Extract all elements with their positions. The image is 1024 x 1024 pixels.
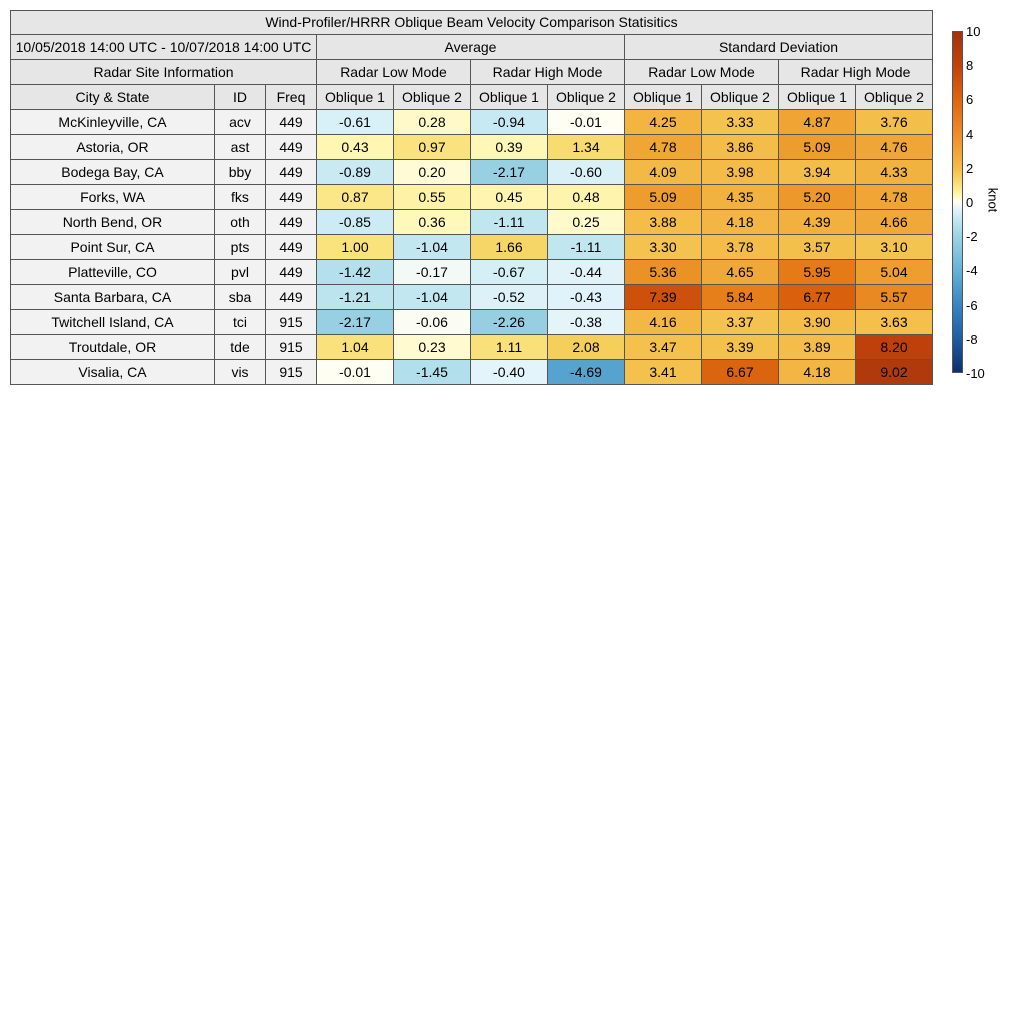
avg-high-mode-header: Radar High Mode	[471, 60, 625, 85]
value-cell: 4.09	[625, 160, 702, 185]
freq-cell: 449	[266, 160, 317, 185]
colorbar-tick: -10	[966, 366, 985, 381]
stddev-header: Standard Deviation	[625, 35, 933, 60]
value-cell: 3.94	[779, 160, 856, 185]
value-cell: 3.47	[625, 335, 702, 360]
value-cell: 3.57	[779, 235, 856, 260]
freq-cell: 915	[266, 360, 317, 385]
city-header: City & State	[11, 85, 215, 110]
value-cell: -2.17	[471, 160, 548, 185]
statistics-table	[10, 10, 933, 385]
value-cell: 0.25	[548, 210, 625, 235]
value-cell: 8.20	[856, 335, 933, 360]
value-cell: -0.94	[471, 110, 548, 135]
value-cell: -1.11	[548, 235, 625, 260]
value-cell: -0.89	[317, 160, 394, 185]
value-cell: -0.52	[471, 285, 548, 310]
city-cell: Bodega Bay, CA	[11, 160, 215, 185]
table-row	[11, 210, 933, 235]
value-cell: 4.35	[702, 185, 779, 210]
value-cell: -0.67	[471, 260, 548, 285]
value-cell: 3.78	[702, 235, 779, 260]
value-cell: 4.18	[702, 210, 779, 235]
value-cell: 2.08	[548, 335, 625, 360]
city-cell: North Bend, OR	[11, 210, 215, 235]
value-cell: -0.61	[317, 110, 394, 135]
table-body	[11, 110, 933, 385]
value-cell: -1.21	[317, 285, 394, 310]
colorbar-tick: 10	[966, 24, 981, 39]
value-cell: -2.26	[471, 310, 548, 335]
freq-cell: 449	[266, 185, 317, 210]
value-cell: 1.04	[317, 335, 394, 360]
site-info-header: Radar Site Information	[11, 60, 317, 85]
id-cell: vis	[215, 360, 266, 385]
id-cell: pts	[215, 235, 266, 260]
value-cell: 5.57	[856, 285, 933, 310]
value-cell: -0.44	[548, 260, 625, 285]
table-row	[11, 185, 933, 210]
value-cell: 4.25	[625, 110, 702, 135]
value-cell: 0.28	[394, 110, 471, 135]
value-cell: 3.89	[779, 335, 856, 360]
city-cell: Troutdale, OR	[11, 335, 215, 360]
colorbar-tick: -6	[966, 297, 978, 313]
std-high-mode-header: Radar High Mode	[779, 60, 933, 85]
id-cell: pvl	[215, 260, 266, 285]
value-cell: 0.43	[317, 135, 394, 160]
value-cell: 3.88	[625, 210, 702, 235]
value-cell: 4.76	[856, 135, 933, 160]
colorbar-label: knot	[985, 187, 1001, 213]
value-cell: 1.00	[317, 235, 394, 260]
std-high-oblique1-header: Oblique 1	[779, 85, 856, 110]
avg-low-oblique2-header: Oblique 2	[394, 85, 471, 110]
value-cell: 0.20	[394, 160, 471, 185]
city-cell: Forks, WA	[11, 185, 215, 210]
value-cell: 5.36	[625, 260, 702, 285]
value-cell: 7.39	[625, 285, 702, 310]
freq-cell: 449	[266, 110, 317, 135]
table-title: Wind-Profiler/HRRR Oblique Beam Velocity Comparison Statisitics	[11, 11, 933, 35]
value-cell: 1.66	[471, 235, 548, 260]
freq-header: Freq	[266, 85, 317, 110]
value-cell: 0.87	[317, 185, 394, 210]
value-cell: -0.85	[317, 210, 394, 235]
value-cell: 4.66	[856, 210, 933, 235]
colorbar-tick: -4	[966, 263, 978, 279]
value-cell: 3.41	[625, 360, 702, 385]
table-row	[11, 260, 933, 285]
value-cell: 5.95	[779, 260, 856, 285]
value-cell: 3.90	[779, 310, 856, 335]
colorbar	[952, 31, 963, 373]
freq-cell: 915	[266, 310, 317, 335]
table-row	[11, 360, 933, 385]
id-cell: oth	[215, 210, 266, 235]
value-cell: 5.84	[702, 285, 779, 310]
value-cell: 4.39	[779, 210, 856, 235]
average-header: Average	[317, 35, 625, 60]
value-cell: 5.09	[779, 135, 856, 160]
value-cell: 4.18	[779, 360, 856, 385]
freq-cell: 449	[266, 260, 317, 285]
id-cell: tci	[215, 310, 266, 335]
value-cell: -1.11	[471, 210, 548, 235]
table-row	[11, 160, 933, 185]
freq-cell: 449	[266, 135, 317, 160]
value-cell: 3.33	[702, 110, 779, 135]
colorbar-tick: 0	[966, 195, 974, 210]
value-cell: -0.06	[394, 310, 471, 335]
value-cell: 4.87	[779, 110, 856, 135]
freq-cell: 449	[266, 210, 317, 235]
value-cell: 0.36	[394, 210, 471, 235]
value-cell: 3.86	[702, 135, 779, 160]
value-cell: 5.09	[625, 185, 702, 210]
colorbar-tick: 6	[966, 92, 974, 108]
value-cell: 3.37	[702, 310, 779, 335]
value-cell: 3.39	[702, 335, 779, 360]
table-row	[11, 235, 933, 260]
avg-low-oblique1-header: Oblique 1	[317, 85, 394, 110]
value-cell: -0.01	[548, 110, 625, 135]
freq-cell: 915	[266, 335, 317, 360]
city-cell: Point Sur, CA	[11, 235, 215, 260]
value-cell: -0.43	[548, 285, 625, 310]
value-cell: 0.23	[394, 335, 471, 360]
city-cell: Santa Barbara, CA	[11, 285, 215, 310]
value-cell: 5.04	[856, 260, 933, 285]
value-cell: -1.04	[394, 285, 471, 310]
id-cell: sba	[215, 285, 266, 310]
city-cell: Twitchell Island, CA	[11, 310, 215, 335]
value-cell: -0.17	[394, 260, 471, 285]
colorbar-tick: -8	[966, 331, 978, 347]
value-cell: 4.65	[702, 260, 779, 285]
value-cell: 1.34	[548, 135, 625, 160]
value-cell: 9.02	[856, 360, 933, 385]
value-cell: -1.42	[317, 260, 394, 285]
value-cell: -0.01	[317, 360, 394, 385]
table-row	[11, 335, 933, 360]
value-cell: -4.69	[548, 360, 625, 385]
value-cell: 0.97	[394, 135, 471, 160]
value-cell: 0.55	[394, 185, 471, 210]
id-cell: tde	[215, 335, 266, 360]
value-cell: 3.98	[702, 160, 779, 185]
date-range: 10/05/2018 14:00 UTC - 10/07/2018 14:00 UTC	[11, 35, 317, 60]
value-cell: -1.04	[394, 235, 471, 260]
value-cell: 0.48	[548, 185, 625, 210]
value-cell: 0.45	[471, 185, 548, 210]
avg-high-oblique2-header: Oblique 2	[548, 85, 625, 110]
colorbar-tick: 2	[966, 160, 974, 176]
city-cell: Platteville, CO	[11, 260, 215, 285]
value-cell: 4.78	[856, 185, 933, 210]
city-cell: McKinleyville, CA	[11, 110, 215, 135]
colorbar-tick: 4	[966, 126, 974, 142]
value-cell: 1.11	[471, 335, 548, 360]
city-cell: Visalia, CA	[11, 360, 215, 385]
freq-cell: 449	[266, 235, 317, 260]
id-header: ID	[215, 85, 266, 110]
value-cell: -0.40	[471, 360, 548, 385]
id-cell: fks	[215, 185, 266, 210]
table-row	[11, 285, 933, 310]
colorbar-tick: 8	[966, 58, 974, 74]
value-cell: 6.77	[779, 285, 856, 310]
std-high-oblique2-header: Oblique 2	[856, 85, 933, 110]
value-cell: 6.67	[702, 360, 779, 385]
value-cell: -0.38	[548, 310, 625, 335]
table-row	[11, 110, 933, 135]
std-low-oblique1-header: Oblique 1	[625, 85, 702, 110]
id-cell: ast	[215, 135, 266, 160]
id-cell: acv	[215, 110, 266, 135]
colorbar-tick: -2	[966, 229, 978, 245]
value-cell: 3.10	[856, 235, 933, 260]
value-cell: 3.63	[856, 310, 933, 335]
value-cell: 3.76	[856, 110, 933, 135]
value-cell: 5.20	[779, 185, 856, 210]
std-low-mode-header: Radar Low Mode	[625, 60, 779, 85]
freq-cell: 449	[266, 285, 317, 310]
table-row	[11, 310, 933, 335]
value-cell: 4.78	[625, 135, 702, 160]
city-cell: Astoria, OR	[11, 135, 215, 160]
std-low-oblique2-header: Oblique 2	[702, 85, 779, 110]
value-cell: 4.33	[856, 160, 933, 185]
value-cell: 3.30	[625, 235, 702, 260]
avg-high-oblique1-header: Oblique 1	[471, 85, 548, 110]
id-cell: bby	[215, 160, 266, 185]
value-cell: 4.16	[625, 310, 702, 335]
table-row	[11, 135, 933, 160]
avg-low-mode-header: Radar Low Mode	[317, 60, 471, 85]
value-cell: 0.39	[471, 135, 548, 160]
value-cell: -0.60	[548, 160, 625, 185]
value-cell: -1.45	[394, 360, 471, 385]
value-cell: -2.17	[317, 310, 394, 335]
